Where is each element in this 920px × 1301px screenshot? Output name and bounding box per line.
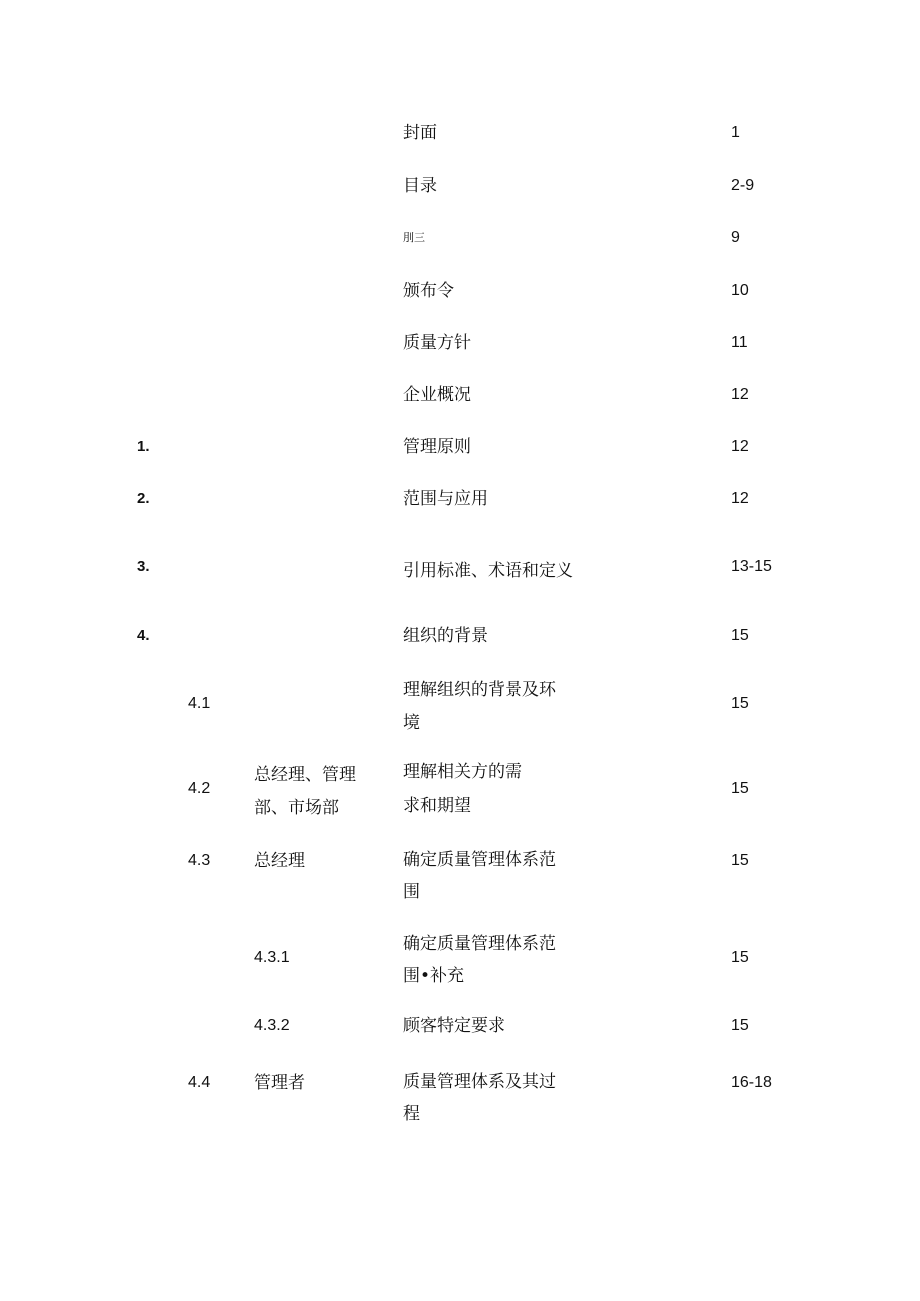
toc-section-number: 4.3.2 [254,1017,290,1034]
toc-page-number: 15 [731,695,749,712]
toc-owner-line: 部、市场部 [254,798,339,818]
toc-page-number: 12 [731,490,749,507]
toc-title: 目录 [403,176,437,196]
toc-page-number: 2-9 [731,177,755,194]
toc-page-number: 11 [731,334,748,351]
toc-title: 质量方针 [403,333,471,353]
toc-title-line: 围•补充 [403,966,465,986]
toc-page-number: 15 [731,852,749,869]
toc-owner: 管理者 [254,1073,305,1093]
toc-section-number: 1. [137,438,150,455]
toc-section-number: 2. [137,490,150,507]
toc-title: 颁布令 [403,281,454,301]
toc-page-number: 16-18 [731,1074,772,1091]
toc-page-number: 10 [731,282,749,299]
toc-page-number: 15 [731,627,749,644]
toc-page-number: 15 [731,1017,749,1034]
toc-section-number: 4.4 [188,1074,211,1091]
toc-page-number: 1 [731,124,740,141]
toc-section-number: 4.3 [188,852,211,869]
toc-title-line: 理解组织的背景及环 [403,680,556,700]
toc-title: 范围与应用 [403,489,488,509]
toc-title: 组织的背景 [403,626,488,646]
toc-owner: 总经理 [254,851,305,871]
toc-owner-line: 总经理、管理 [254,765,356,785]
toc-title-line: 围 [403,882,420,902]
toc-title: 刖三 [403,231,425,244]
toc-title: 引用标准、术语和定义 [403,561,573,581]
toc-page-number: 12 [731,386,749,403]
toc-title: 封面 [403,123,437,143]
toc-title-line: 确定质量管理体系范 [403,934,556,954]
toc-title-line: 求和期望 [403,796,471,816]
toc-section-number: 4.3.1 [254,949,290,966]
toc-title-line: 质量管理体系及其过 [403,1072,556,1092]
toc-title-line: 境 [403,713,420,733]
toc-section-number: 4.2 [188,780,211,797]
toc-page-number: 9 [731,229,740,246]
toc-title: 顾客特定要求 [403,1016,505,1036]
toc-title-line: 程 [403,1104,420,1124]
toc-title-line: 确定质量管理体系范 [403,850,556,870]
toc-section-number: 3. [137,558,150,575]
toc-section-number: 4. [137,627,150,644]
toc-title-line: 理解相关方的需 [403,762,522,782]
toc-page-number: 15 [731,780,749,797]
toc-page-number: 15 [731,949,749,966]
toc-title: 企业概况 [403,385,471,405]
toc-section-number: 4.1 [188,695,211,712]
toc-page-number: 12 [731,438,749,455]
toc-title: 管理原则 [403,437,471,457]
toc-page-number: 13-15 [731,558,772,575]
